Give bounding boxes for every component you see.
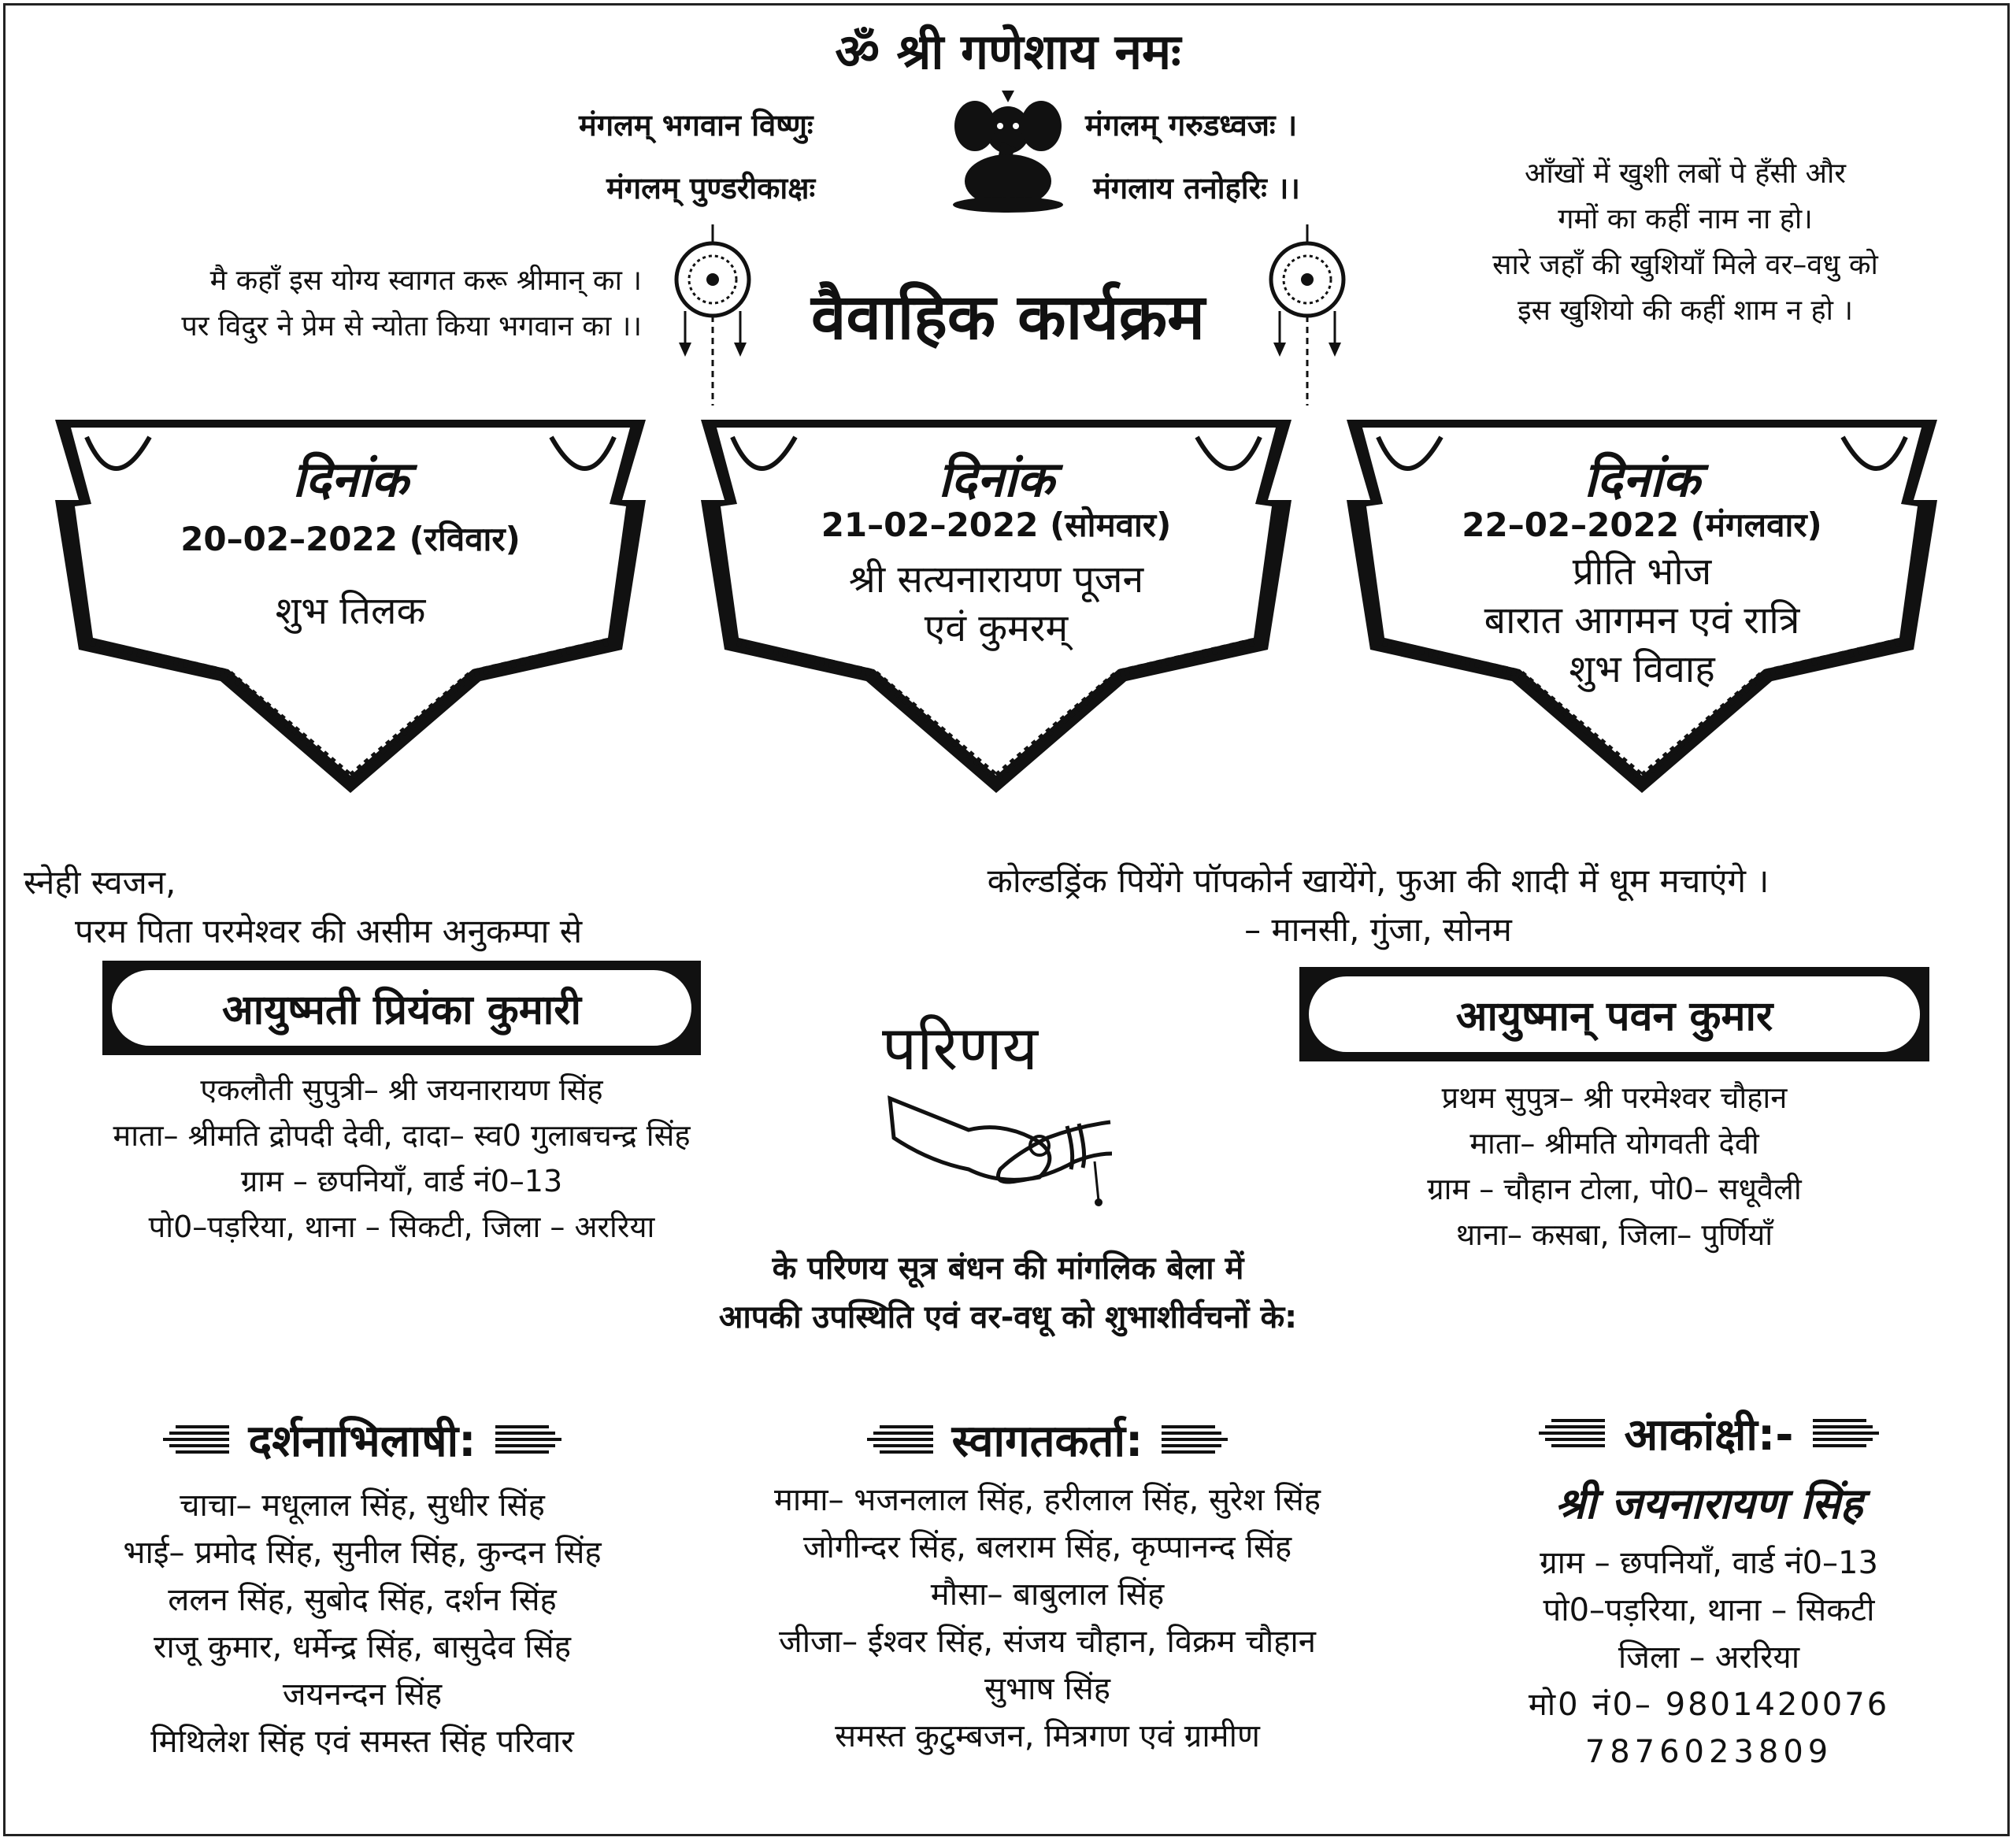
mantra-bottom-right: मंगलाय तनोहरिः ।।: [1093, 171, 1300, 206]
swagat-heading: स्वागतकर्ता:: [709, 1409, 1386, 1469]
groom-name-box: [1299, 967, 1929, 1061]
bride-name: आयुष्मती प्रियंका कुमारी: [112, 970, 691, 1046]
event-date-label: दिनांक: [938, 450, 1054, 508]
decorative-lines-icon: [160, 1424, 231, 1455]
invitation-text: के परिणय सूत्र बंधन की मांगलिक बेला में आपकी उपस्थिति एवं वर-वधू को शुभाशीर्वचनों के:: [718, 1250, 1298, 1335]
decorative-lines-icon: [1811, 1417, 1882, 1449]
ganesha-icon: [945, 87, 1071, 213]
event-date-label: दिनांक: [1584, 450, 1700, 508]
darshan-list: चाचा– मधूलाल सिंह, सुधीर सिंह भाई– प्रमोद सिंह, सुनील सिंह, कुन्दन सिंह ललन सिंह, सुबोद सिंह, दर्शन सिंह राजू कुमार, धर्मेन्द्र सिंह, बासुदेव सिंह जयनन्दन सिंह मिथिलेश सिंह एवं समस्त सिंह परिवार: [123, 1487, 602, 1760]
event-date: 21–02–2022 (सोमवार): [821, 506, 1172, 544]
mantra-top-right: मंगलम् गरुडध्वजः ।: [1085, 108, 1298, 143]
akanksh-name: श्री जयनारायण सिंह: [1555, 1479, 1863, 1528]
hanging-chakra-left-icon: [669, 224, 756, 413]
akanksh-heading: आकांक्षी:-: [1465, 1403, 1953, 1463]
bride-details: एकलौती सुपुत्री– श्री जयनारायण सिंह माता– श्रीमति द्रोपदी देवी, दादा– स्व0 गुलाबचन्द्र सिंह ग्राम – छपनियाँ, वार्ड नं0–13 पो0–पड़रिया, थाना – सिकटी, जिला – अररिया: [113, 1072, 691, 1244]
kids-quote: कोल्डड्रिंक पियेंगे पॉपकोर्न खायेंगे, फुआ की शादी में धूम मचाएंगे । – मानसी, गुंजा, सोनम: [987, 861, 1770, 949]
mantra-top-left: मंगलम् भगवान विष्णुः: [579, 108, 813, 143]
right-quote: आँखों में खुशी लबों पे हँसी और गमों का कहीं नाम ना हो। सारे जहाँ की खुशियाँ मिले वर–वधु को इस खुशियो की कहीं शाम न हो ।: [1492, 157, 1878, 327]
groom-details: प्रथम सुपुत्र– श्री परमेश्वर चौहान माता– श्रीमति योगवती देवी ग्राम – चौहान टोला, पो0– सधूवैली थाना– कसबा, जिला– पुर्णियाँ: [1427, 1080, 1802, 1252]
page-title: वैवाहिक कार्यक्रम: [810, 280, 1205, 354]
decorative-lines-icon: [1160, 1424, 1231, 1455]
decorative-lines-icon: [864, 1424, 935, 1455]
event-date: 22–02–2022 (मंगलवार): [1462, 506, 1822, 544]
joined-hands-icon: [882, 1067, 1118, 1209]
darshan-heading: दर्शनाभिलाषी:: [32, 1409, 693, 1469]
om-invocation: ॐ श्री गणेशाय नमः: [835, 23, 1181, 80]
mantra-bottom-left: मंगलम् पुण्डरीकाक्षः: [606, 171, 816, 206]
event-description: श्री सत्यनारायण पूजन एवं कुमरम्: [848, 557, 1144, 650]
event-card-tilak: [39, 413, 662, 799]
event-description: शुभ तिलक: [275, 589, 426, 633]
event-card-vivah: [1331, 413, 1953, 799]
swagat-list: मामा– भजनलाल सिंह, हरीलाल सिंह, सुरेश सिंह जोगीन्दर सिंह, बलराम सिंह, कृप्पानन्द सिंह मौसा– बाबुलाल सिंह जीजा– ईश्वर सिंह, संजय चौहान, विक्रम चौहान सुभाष सिंह समस्त कुटुम्बजन, मित्रगण एवं ग्रामीण: [774, 1482, 1321, 1754]
hanging-chakra-right-icon: [1264, 224, 1351, 413]
event-description: प्रीति भोज बारात आगमन एवं रात्रि शुभ विवाह: [1484, 550, 1800, 691]
event-date-label: दिनांक: [292, 450, 409, 508]
groom-name: आयुष्मान् पवन कुमार: [1309, 976, 1920, 1052]
akanksh-details: ग्राम – छपनियाँ, वार्ड नं0–13 पो0–पड़रिया, थाना – सिकटी जिला – अररिया मो0 नं0– 9801420076 7876023809: [1528, 1545, 1890, 1770]
event-card-puja: [685, 413, 1307, 799]
bride-name-box: [102, 961, 701, 1055]
decorative-lines-icon: [494, 1424, 565, 1455]
parinay-heading: परिणय: [882, 1013, 1039, 1084]
event-date: 20–02–2022 (रविवार): [180, 520, 521, 558]
greeting: स्नेही स्वजन, परम पिता परमेश्वर की असीम अनुकम्पा से: [24, 863, 583, 950]
decorative-lines-icon: [1536, 1417, 1606, 1449]
left-quote: मै कहाँ इस योग्य स्वागत करू श्रीमान् का । पर विदुर ने प्रेम से न्योता किया भगवान का ।।: [181, 265, 642, 343]
